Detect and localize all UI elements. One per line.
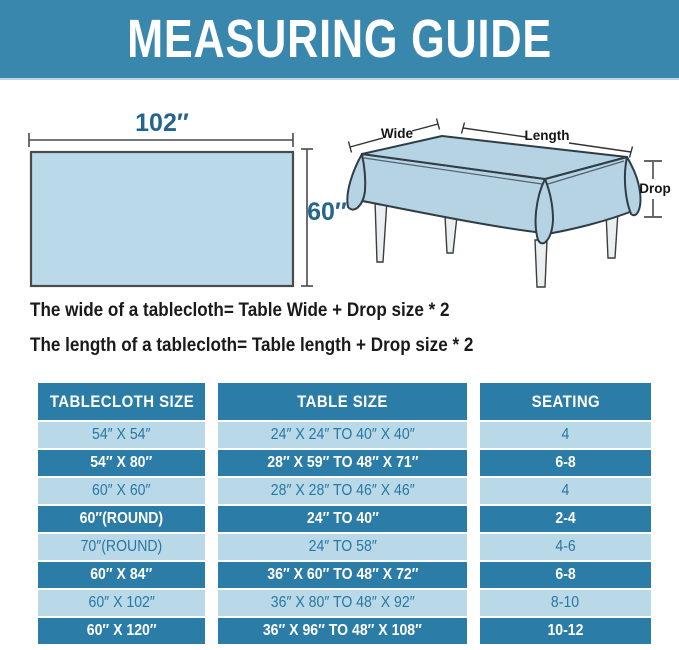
cell-value: 60″(ROUND) [79,510,164,527]
tablecloth-size-cell [38,506,205,532]
cell-value: 8-10 [551,594,580,611]
wide-formula: The wide of a tablecloth= Table Wide + Drop size * 2 [30,300,450,321]
table-size-cell [218,506,467,532]
cell-value: 60″ X 120″ [86,622,157,639]
page-title: MEASURING GUIDE [127,9,552,69]
formula-block [30,300,523,370]
table-size-cell [218,422,467,448]
cell-value: 28″ X 59″ TO 48″ X 71″ [266,454,419,471]
width-dimension-label: 102″ [135,109,189,137]
seating-cell [480,618,651,644]
table-illustration [330,100,679,300]
seating-cell [480,422,651,448]
cell-value: 24″ TO 58″ [308,538,377,555]
cell-value: 4-6 [555,538,576,555]
size-chart-table [38,383,651,644]
cell-value: 4 [561,426,570,443]
cell-value: 60″ X 84″ [90,566,153,583]
cell-value: 36″ X 96″ TO 48″ X 108″ [262,622,423,639]
tablecloth-size-cell [38,422,205,448]
cell-value: 54″ X 80″ [90,454,153,471]
cell-value: 36″ X 60″ TO 48″ X 72″ [266,566,419,583]
column-header-tablecloth-size [38,383,205,420]
tablecloth-size-cell [38,534,205,560]
table-size-cell [218,450,467,476]
tablecloth-size-cell [38,450,205,476]
tablecloth-size-cell [38,478,205,504]
length-formula: The length of a tablecloth= Table length + Drop size * 2 [30,335,474,356]
cell-value: 36″ X 80″ TO 48″ X 92″ [270,594,415,611]
flat-tablecloth-diagram [18,105,358,295]
column-header-table-size [218,383,467,420]
height-dimension-label: 60″ [307,198,347,226]
cell-value: 6-8 [555,566,576,583]
seating-cell [480,534,651,560]
tablecloth-cloth [347,136,640,243]
cell-value: 54″ X 54″ [92,426,151,443]
seating-cell [480,450,651,476]
table-size-cell [218,562,467,588]
cell-value: 2-4 [555,510,576,527]
cell-value: 24″ TO 40″ [306,510,379,527]
table-leg [445,216,457,253]
column-header-seating [480,383,651,420]
cell-value: 6-8 [555,454,576,471]
cell-value: 28″ X 28″ TO 46″ X 46″ [270,482,415,499]
seating-cell [480,506,651,532]
cell-value: 60″ X 60″ [92,482,151,499]
table-size-cell [218,478,467,504]
length-label: Length [524,128,570,143]
cloth-left-corner-flap [347,154,365,210]
seating-cell [480,478,651,504]
drop-label: Drop [639,181,671,196]
table-size-cell [218,534,467,560]
cell-value: 4 [561,482,570,499]
cell-value: 60″ X 102″ [88,594,155,611]
cell-value: 70″(ROUND) [80,538,163,555]
seating-cell [480,590,651,616]
cell-value: 24″ X 24″ TO 40″ X 40″ [270,426,415,443]
table-size-cell [218,590,467,616]
column-header-label: TABLE SIZE [297,391,388,411]
table-leg [535,240,547,287]
wide-label: Wide [380,126,414,141]
tablecloth-size-cell [38,562,205,588]
tablecloth-size-cell [38,590,205,616]
column-header-label: TABLECLOTH SIZE [49,391,194,411]
tablecloth-size-cell [38,618,205,644]
tablecloth-rectangle [31,152,293,286]
column-header-label: SEATING [531,391,600,411]
table-leg [375,200,387,262]
seating-cell [480,562,651,588]
header-banner [0,0,679,80]
cell-value: 10-12 [547,622,584,639]
table-size-cell [218,618,467,644]
